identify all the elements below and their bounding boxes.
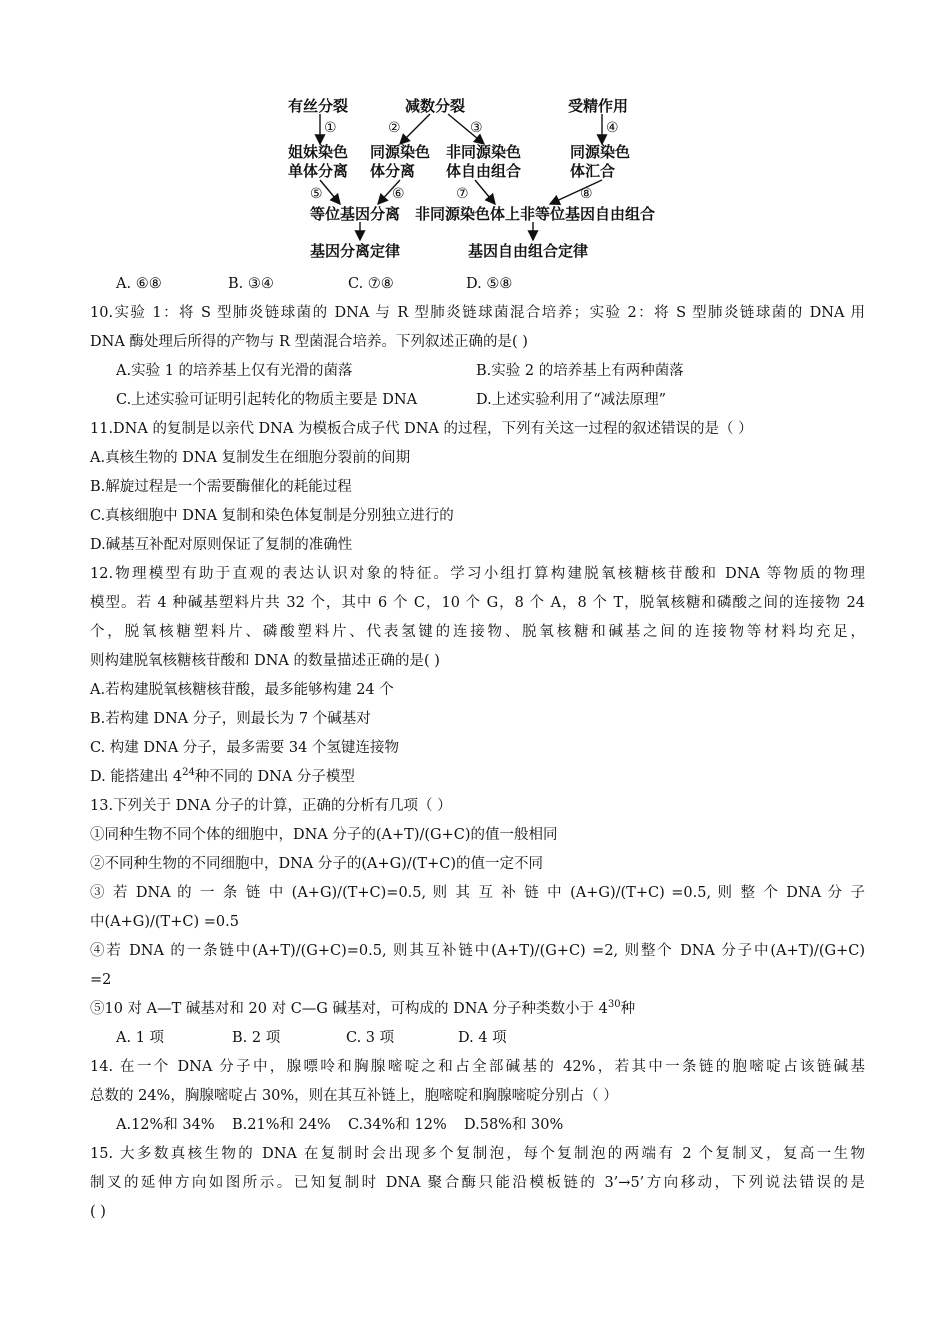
q13-statement-2: ②不同种生物的不同细胞中，DNA 分子的(A+G)/(T+C)的值一定不同 [90, 856, 544, 872]
segregation-law: 基因分离定律 [310, 242, 401, 260]
q10-option-d: D.上述实验利用了“减法原理” [476, 392, 667, 408]
step-number-8: ⑧ [580, 186, 593, 202]
meiosis-label: 减数分裂 [405, 97, 466, 115]
q15-stem-line: ( ) [90, 1204, 106, 1220]
q12-stem-line: 则构建脱氧核糖核苷酸和 DNA 的数量描述正确的是( ) [90, 653, 440, 669]
q11-option-a: A.真核生物的 DNA 复制发生在细胞分裂前的间期 [90, 450, 411, 466]
nonhomolog-assort-2: 体自由组合 [446, 162, 522, 180]
q13-option-c: C. 3 项 [346, 1030, 395, 1046]
q11-option-c: C.真核细胞中 DNA 复制和染色体复制是分别独立进行的 [90, 508, 454, 524]
q13-statement-3-cont: 中(A+G)/(T+C) =0.5 [90, 914, 239, 930]
q13-option-d: D. 4 项 [458, 1030, 507, 1046]
q10-stem-line: DNA 酶处理后所得的产物与 R 型菌混合培养。下列叙述正确的是( ) [90, 334, 528, 350]
q13-statement-4-cont: =2 [90, 972, 112, 988]
step-number-3: ③ [470, 120, 483, 136]
step-number-1: ① [324, 120, 337, 136]
q15-stem-line: 15. 大多数真核生物的 DNA 在复制时会出现多个复制泡，每个复制泡的两端有 2 个复制叉，复高一生物 [90, 1146, 865, 1162]
q9-option-c: C. ⑦⑧ [348, 276, 394, 292]
homolog-join-2: 体汇合 [570, 162, 616, 180]
q14-options [90, 1111, 865, 1140]
genetics-flow-diagram [270, 92, 690, 267]
q13-statement-1: ①同种生物不同个体的细胞中，DNA 分子的(A+T)/(G+C)的值一般相同 [90, 827, 558, 843]
q10-option-a: A.实验 1 的培养基上仅有光滑的菌落 [116, 363, 353, 379]
q12-stem-line: 个，脱氧核糖塑料片、磷酸塑料片、代表氢键的连接物、脱氧核糖和碱基之间的连接物等材料均充足， [90, 624, 865, 640]
q10-options-row [90, 386, 865, 415]
step-number-6: ⑥ [392, 186, 405, 202]
independent-assortment-law: 基因自由组合定律 [468, 242, 589, 260]
q13-options [90, 1024, 865, 1053]
q12-d-text-end: 种不同的 DNA 分子模型 [194, 769, 355, 785]
step-number-7: ⑦ [456, 186, 469, 202]
q13-option-a: A. 1 项 [116, 1030, 165, 1046]
q13-statement-3: ③ 若 DNA 的 一 条 链 中 (A+G)/(T+C)=0.5, 则 其 互 补 链 中 (A+G)/(T+C) =0.5, 则 整 个 DNA 分 子 [90, 885, 865, 901]
step-number-5: ⑤ [310, 186, 323, 202]
q12-stem-line: 12.物理模型有助于直观的表达认识对象的特征。学习小组打算构建脱氧核糖核苷酸和 DNA 等物质的物理 [90, 566, 865, 582]
q13-stem: 13.下列关于 DNA 分子的计算，正确的分析有几项（ ） [90, 798, 452, 814]
q14-stem-line: 14. 在一个 DNA 分子中，腺嘌呤和胸腺嘧啶之和占全部碱基的 42%，若其中一条链的胞嘧啶占该链碱基 [90, 1059, 865, 1075]
q9-option-b: B. ③④ [228, 276, 274, 292]
q12-option-d [90, 763, 865, 792]
q11-stem: 11.DNA 的复制是以亲代 DNA 为模板合成子代 DNA 的过程，下列有关这一过程的叙述错误的是（ ） [90, 421, 753, 437]
q14-option-d: D.58%和 30% [464, 1117, 564, 1133]
q13-s5-exponent: 30 [607, 999, 621, 1011]
q13-statement-5 [90, 995, 865, 1024]
homolog-separation-2: 体分离 [370, 162, 416, 180]
q14-option-c: C.34%和 12% [348, 1117, 447, 1133]
q10-stem-line: 10.实验 1：将 S 型肺炎链球菌的 DNA 与 R 型肺炎链球菌混合培养；实验 2：将 S 型肺炎链球菌的 DNA 用 [90, 305, 865, 321]
q15-stem-line: 制叉的延伸方向如图所示。已知复制时 DNA 聚合酶只能沿模板链的 3’→5’方向移动，下列说法错误的是 [90, 1175, 865, 1191]
q11-option-d: D.碱基互补配对原则保证了复制的准确性 [90, 537, 353, 553]
mitosis-label: 有丝分裂 [288, 97, 349, 115]
q13-option-b: B. 2 项 [232, 1030, 281, 1046]
sister-chromatid-sep-1: 姐妹染色 [288, 143, 349, 161]
q12-d-text: D. 能搭建出 4 [90, 769, 183, 785]
q14-option-b: B.21%和 24% [232, 1117, 331, 1133]
q12-stem-line: 模型。若 4 种碱基塑料片共 32 个，其中 6 个 C，10 个 G，8 个 A，8 个 T，脱氧核糖和磷酸之间的连接物 24 [90, 595, 865, 611]
q12-option-a: A.若构建脱氧核糖核苷酸，最多能够构建 24 个 [90, 682, 394, 698]
q9-option-d: D. ⑤⑧ [466, 276, 513, 292]
q12-option-b: B.若构建 DNA 分子，则最长为 7 个碱基对 [90, 711, 371, 727]
sister-chromatid-sep-2: 单体分离 [288, 162, 349, 180]
q14-stem-line: 总数的 24%，胸腺嘧啶占 30%，则在其互补链上，胞嘧啶和胸腺嘧啶分别占（ ） [90, 1088, 618, 1104]
nonallele-assortment: 非同源染色体上非等位基因自由组合 [415, 205, 656, 223]
q14-option-a: A.12%和 34% [116, 1117, 215, 1133]
q12-option-c: C. 构建 DNA 分子，最多需要 34 个氢键连接物 [90, 740, 399, 756]
step-number-4: ④ [606, 120, 619, 136]
q9-options [90, 270, 865, 299]
q13-s5-text: ⑤10 对 A—T 碱基对和 20 对 C—G 碱基对，可构成的 DNA 分子种类数小于 4 [90, 1001, 608, 1017]
q13-statement-4: ④若 DNA 的一条链中(A+T)/(G+C)=0.5, 则其互补链中(A+T)/(G+C) =2, 则整个 DNA 分子中(A+T)/(G+C) [90, 943, 865, 959]
question-text [90, 270, 865, 1227]
q10-option-c: C.上述实验可证明引起转化的物质主要是 DNA [116, 392, 418, 408]
q10-options-row [90, 357, 865, 386]
q11-option-b: B.解旋过程是一个需要酶催化的耗能过程 [90, 479, 352, 495]
homolog-separation-1: 同源染色 [370, 143, 431, 161]
q9-option-a: A. ⑥⑧ [116, 276, 162, 292]
allele-separation: 等位基因分离 [310, 205, 401, 223]
q10-option-b: B.实验 2 的培养基上有两种菌落 [476, 363, 684, 379]
q13-s5-text-end: 种 [620, 1001, 636, 1017]
q12-d-exponent: 24 [182, 767, 195, 779]
fertilization-label: 受精作用 [568, 97, 629, 115]
homolog-join-1: 同源染色 [570, 143, 631, 161]
step-number-2: ② [388, 120, 401, 136]
nonhomolog-assort-1: 非同源染色 [446, 143, 522, 161]
